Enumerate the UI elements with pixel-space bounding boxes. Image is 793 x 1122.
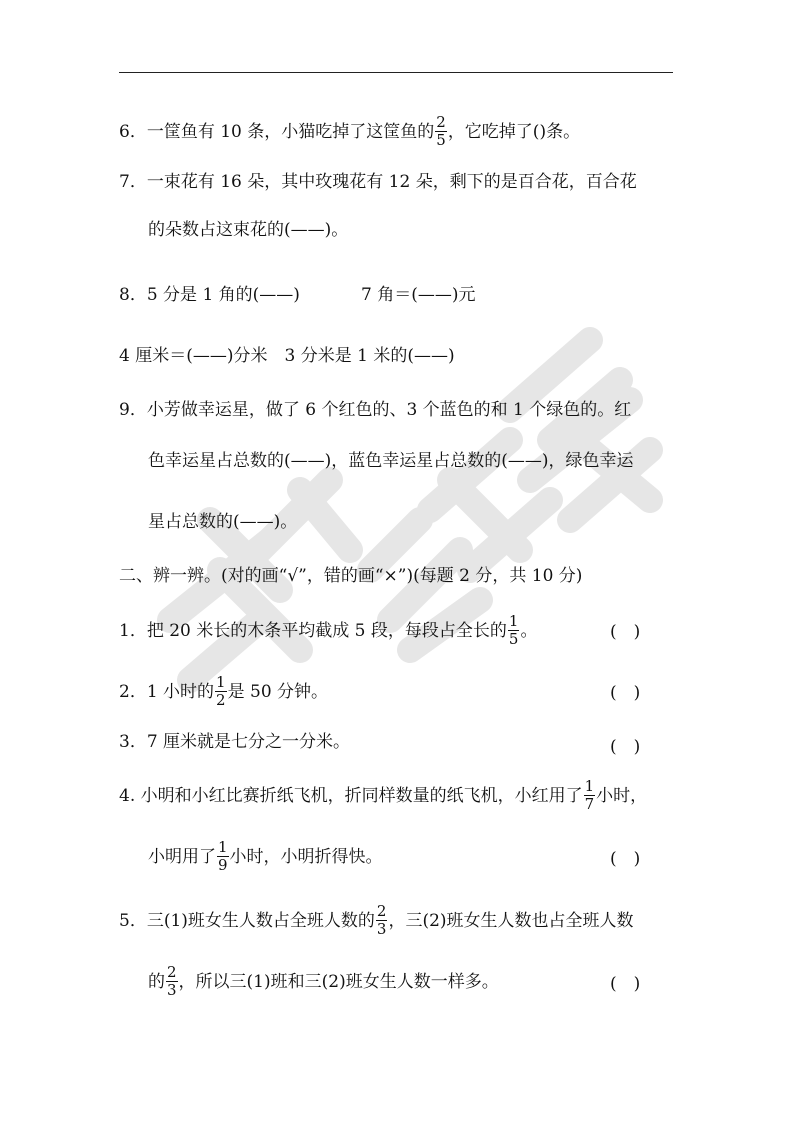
judge-1 <box>119 612 538 648</box>
answer-paren-5[interactable]: ( ) <box>610 974 641 994</box>
fraction <box>584 779 596 812</box>
question-9-line2: 色幸运星占总数的(——)，蓝色幸运星占总数的(——)，绿色幸运 <box>148 451 634 471</box>
answer-paren-1[interactable]: ( ) <box>610 622 641 642</box>
text-segment: 1．把 20 米长的木条平均截成 5 段，每段占全长的 <box>119 621 507 641</box>
fraction-numerator: 1 <box>584 777 595 795</box>
judge-2 <box>119 673 329 709</box>
text-segment: ，所以三(1)班和三(2)班女生人数一样多。 <box>178 972 499 992</box>
fraction-numerator: 2 <box>436 113 446 131</box>
text-segment: 。 <box>520 621 538 641</box>
fraction-numerator: 2 <box>376 902 387 920</box>
text-segment: 小时，小明折得快。 <box>229 847 383 867</box>
fraction <box>376 904 388 937</box>
fraction <box>508 614 520 647</box>
text-segment: 小明用了 <box>148 847 216 867</box>
question-6 <box>119 113 581 149</box>
judge-3 <box>119 730 350 754</box>
answer-paren-4[interactable]: ( ) <box>610 849 641 869</box>
question-8-part-c: 4 厘米＝(——)分米 3 分米是 1 米的(——) <box>119 346 455 366</box>
text-segment: 小时， <box>596 786 648 806</box>
text-segment: 2．1 小时的 <box>119 682 215 702</box>
judge-4-line1 <box>119 777 648 813</box>
text-segment: 6．一筐鱼有 10 条，小猫吃掉了这筐鱼的 <box>119 122 435 142</box>
fraction-denominator: 3 <box>376 920 387 938</box>
question-9-line1: 9．小芳做幸运星，做了 6 个红色的、3 个蓝色的和 1 个绿色的。红 <box>119 400 632 420</box>
fraction <box>215 675 227 708</box>
judge-5-line2 <box>148 963 499 999</box>
fraction-denominator: 2 <box>216 691 226 709</box>
fraction <box>166 965 178 998</box>
fraction-denominator: 5 <box>508 630 519 648</box>
fraction-numerator: 1 <box>216 673 226 691</box>
judge-4-line2 <box>148 838 383 874</box>
fraction-denominator: 9 <box>218 856 228 874</box>
fraction <box>217 840 229 873</box>
fraction-denominator: 5 <box>436 131 446 149</box>
question-9-line3: 星占总数的(——)。 <box>148 512 298 532</box>
fraction-numerator: 2 <box>167 963 177 981</box>
fraction-denominator: 3 <box>167 981 177 999</box>
text-segment: 的 <box>148 972 165 992</box>
fraction-numerator: 1 <box>218 838 228 856</box>
text-segment: 是 50 分钟。 <box>227 682 329 702</box>
question-7-line1: 7．一束花有 16 朵，其中玫瑰花有 12 朵，剩下的是百合花，百合花 <box>119 172 637 192</box>
fraction-numerator: 1 <box>508 612 519 630</box>
text-segment: ，三(2)班女生人数也占全班人数 <box>388 911 634 931</box>
text-segment: 3．7 厘米就是七分之一分米。 <box>119 732 351 752</box>
fraction <box>435 115 447 148</box>
judge-5-line1 <box>119 902 634 938</box>
text-segment: 4. 小明和小红比赛折纸飞机，折同样数量的纸飞机，小红用了 <box>119 786 583 806</box>
text-segment: ，它吃掉了()条。 <box>447 122 581 142</box>
answer-paren-3[interactable]: ( ) <box>610 737 641 757</box>
answer-paren-2[interactable]: ( ) <box>610 683 641 703</box>
question-8-part-b: 7 角＝(——)元 <box>361 285 476 305</box>
section-heading-judge: 二、辨一辨。(对的画“√”，错的画“×”)(每题 2 分，共 10 分) <box>119 566 583 586</box>
question-7-line2: 的朵数占这束花的(——)。 <box>148 220 349 240</box>
text-segment: 5．三(1)班女生人数占全班人数的 <box>119 911 375 931</box>
question-8-part-a: 8．5 分是 1 角的(——) <box>119 285 300 305</box>
header-rule <box>119 72 673 73</box>
fraction-denominator: 7 <box>584 795 595 813</box>
